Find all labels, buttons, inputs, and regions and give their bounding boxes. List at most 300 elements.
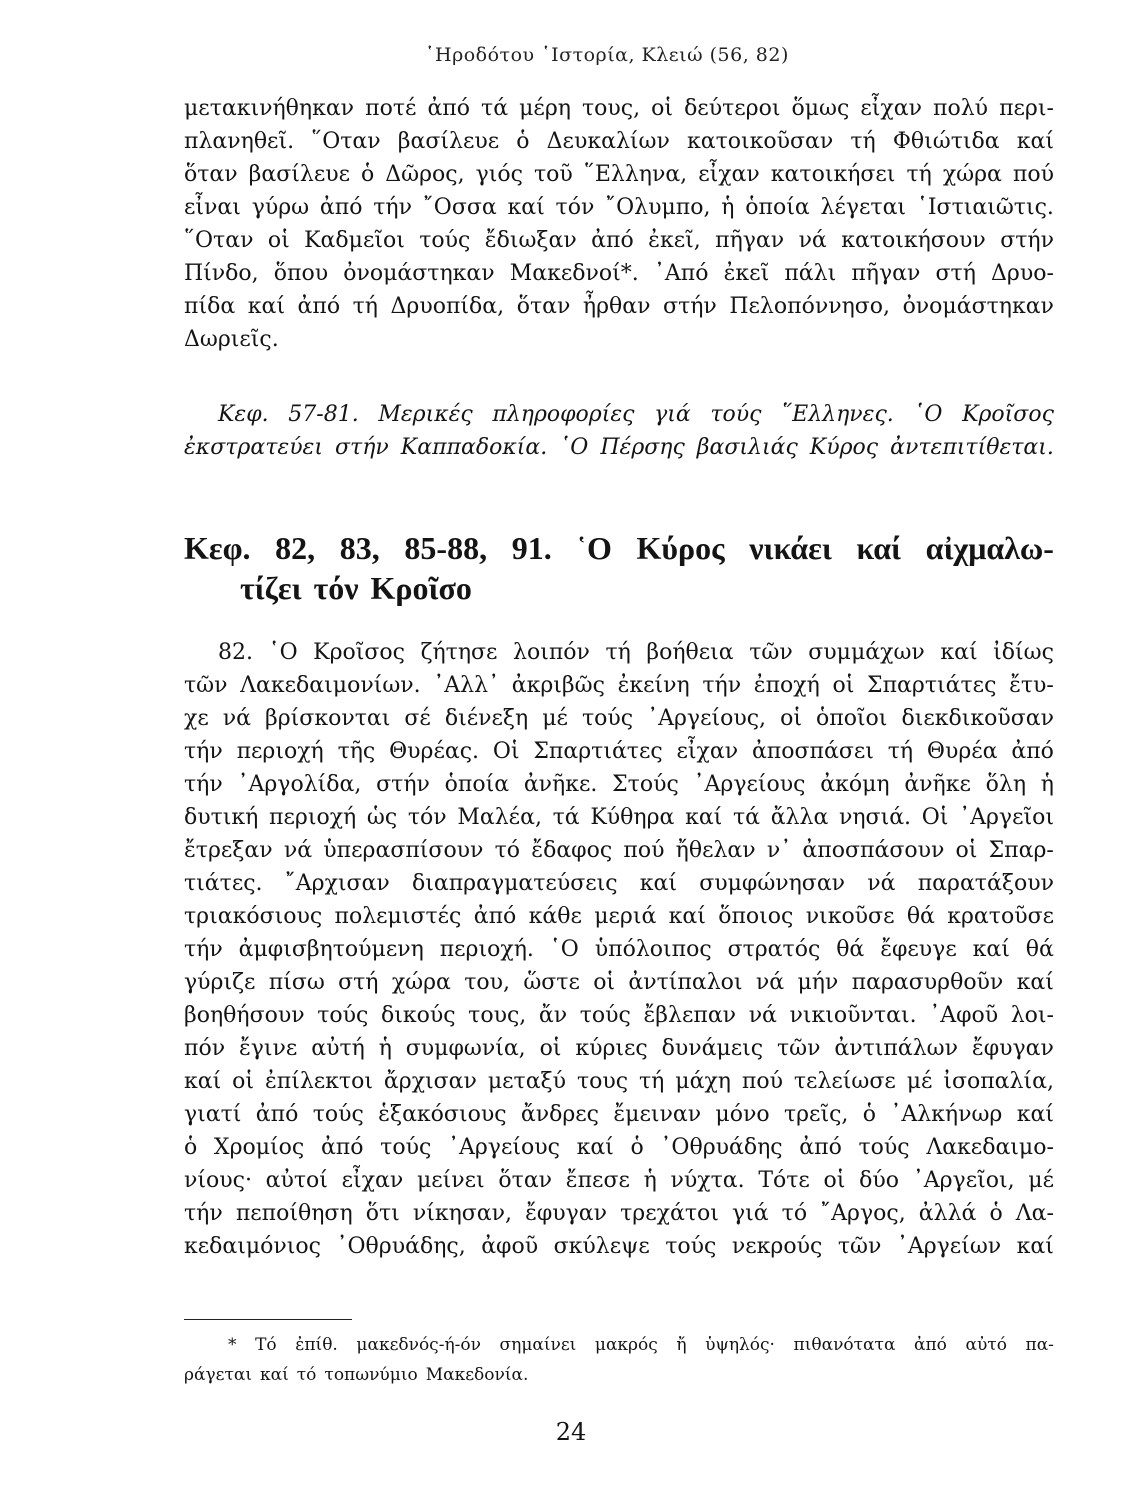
word: νά	[867, 871, 896, 896]
word: ᾿Οθρυάδης,	[336, 1234, 466, 1259]
word: καί	[507, 195, 545, 220]
word: πληροφορίες	[492, 402, 635, 427]
word: ἔτρεξαν	[184, 838, 273, 863]
word: τούς	[312, 1102, 364, 1127]
word: ᾿Αργεῖοι,	[912, 1168, 1015, 1193]
word: καί	[685, 805, 723, 830]
word: 85-88,	[404, 530, 488, 566]
word: τήν	[373, 195, 412, 220]
word: ἀποσπάσει	[751, 739, 874, 764]
word: νά	[755, 970, 785, 995]
word: κατοικήσουν	[841, 228, 986, 253]
word: ὁ	[989, 1201, 1003, 1226]
word: ἔγινε	[238, 1036, 298, 1061]
word: καί	[1016, 129, 1054, 154]
text-line	[184, 702, 1054, 735]
word: γιά	[654, 402, 691, 427]
word: Σπαρτιάτες	[533, 739, 663, 764]
word: ἀμφισβητούμενη	[238, 937, 424, 962]
word: τή	[639, 1069, 665, 1094]
word: κατοικήσει	[770, 162, 896, 187]
word: λοιπόν	[513, 640, 590, 665]
word: Κεφ.	[184, 530, 251, 566]
word: ὁ	[361, 162, 375, 187]
word: ἀπό	[255, 1102, 299, 1127]
word: Κεφ.	[218, 402, 269, 427]
word: νικοῦσε	[805, 904, 895, 929]
word: Πίνδο,	[184, 261, 259, 286]
word: πολύ	[933, 96, 989, 121]
text-line	[184, 1164, 1054, 1197]
text-line	[184, 1032, 1054, 1065]
word: τῶν	[777, 1036, 821, 1061]
word: τήν	[702, 673, 742, 698]
word: ᾿Από	[653, 261, 709, 286]
word: βασίλευε	[397, 129, 500, 154]
text-line	[184, 158, 1054, 191]
word: Θυρέα	[926, 739, 998, 764]
word: ἦρθαν	[582, 294, 651, 319]
word: Τότε	[758, 1168, 810, 1193]
text-line	[184, 867, 1054, 900]
word: ὥστε	[523, 970, 580, 995]
word: παρασυρθοῦν	[851, 970, 1004, 995]
word: ἀπό	[591, 228, 634, 253]
word: οἱ	[832, 673, 855, 698]
word: ῞Οταν	[184, 228, 254, 253]
word: αἰχμαλω-	[925, 530, 1054, 566]
word: τους,	[581, 96, 641, 121]
word: ὅποιος	[718, 904, 794, 929]
word: ἀντίπαλοι	[628, 970, 743, 995]
word: ζήτησε	[420, 640, 498, 665]
word: καί	[184, 1069, 222, 1094]
word: τό	[494, 838, 521, 863]
word: ἔδαφος	[531, 838, 613, 863]
word: καί	[1016, 970, 1054, 995]
word: χώρα	[942, 162, 1002, 187]
word: σημαίνει	[499, 1335, 577, 1355]
word: νικιοῦνται.	[789, 1003, 917, 1028]
word: ἐκστρατεύει	[184, 435, 323, 460]
word: Οἱ	[921, 805, 949, 830]
word: τήν	[184, 739, 223, 764]
word: ὑπερασπίσουν	[323, 838, 484, 863]
word: οἱ	[539, 1036, 562, 1061]
word: τά	[481, 96, 509, 121]
word: γιός	[475, 162, 523, 187]
word: τῶν	[837, 1234, 882, 1259]
word: ἐκεῖ	[723, 261, 770, 286]
word: τίζει	[240, 570, 302, 606]
word: καί	[1016, 1102, 1054, 1127]
word: ὁποῖοι	[815, 706, 888, 731]
word: ὀνομάστηκαν	[343, 261, 495, 286]
word: δεύτεροι	[684, 96, 781, 121]
word: καί	[1016, 1234, 1054, 1259]
word: τή	[605, 640, 631, 665]
word: Σπαρ-	[988, 838, 1054, 863]
word: Δῶρος,	[385, 162, 465, 187]
word: πολεμιστές	[334, 904, 462, 929]
word: τή	[906, 162, 932, 187]
word: ἀπό	[427, 96, 470, 121]
word: ἀκόμη	[820, 772, 890, 797]
word: τήν	[184, 1201, 223, 1226]
word: Φθιώτιδα	[892, 129, 1000, 154]
word: 82.	[218, 640, 253, 665]
word: ἔμειναν	[613, 1102, 702, 1127]
word: ράγεται	[184, 1365, 252, 1385]
word: βασίλευε	[248, 162, 351, 187]
word: στήν	[376, 772, 430, 797]
word: ὅταν	[498, 1168, 553, 1193]
word: περιοχή	[269, 805, 357, 830]
footnote	[184, 1330, 1054, 1390]
word: πίδα	[184, 294, 236, 319]
word: ὡς	[366, 805, 398, 830]
word: καί	[856, 530, 901, 566]
word: τόν	[555, 195, 595, 220]
word: στρατός	[727, 937, 821, 962]
word: ἐποχή	[753, 673, 820, 698]
word: ῎Αρχισαν	[284, 871, 390, 896]
word: ᾿Αργεῖοι	[959, 805, 1054, 830]
word: νησιά.	[839, 805, 912, 830]
word: καί	[576, 1135, 614, 1160]
word: ἄν	[538, 1003, 568, 1028]
word: πλανηθεῖ.	[184, 129, 295, 154]
word: ἀπό	[799, 1135, 842, 1160]
word: ὅταν	[184, 162, 238, 187]
word: καί	[940, 640, 978, 665]
text-line	[184, 933, 1054, 966]
word: πίσω	[268, 970, 325, 995]
word: καί	[668, 904, 706, 929]
word: ᾿Αλλ᾿	[433, 673, 500, 698]
word: καί	[972, 937, 1010, 962]
word: ὑπόλοιπος	[594, 937, 712, 962]
word: ᾿Αργείους	[447, 1135, 560, 1160]
text-line	[184, 191, 1054, 224]
word: πόν	[184, 1036, 226, 1061]
word: τούς	[858, 1135, 910, 1160]
word: τά	[732, 805, 761, 830]
word: μόνο	[715, 1102, 770, 1127]
word: κάθε	[528, 904, 582, 929]
word: βασιλιάς	[696, 435, 798, 460]
word: ὁποία	[745, 195, 810, 220]
word: ἤθελαν	[675, 838, 756, 863]
word: μέ	[906, 1069, 933, 1094]
word: κατοικοῦσαν	[686, 129, 834, 154]
word: ὅπου	[273, 261, 329, 286]
word: τά	[552, 805, 580, 830]
text-line	[184, 323, 1054, 356]
word: ὁποία	[444, 772, 510, 797]
word: ἰσοπαλία,	[943, 1069, 1054, 1094]
text-line	[184, 735, 1054, 768]
word: ἀντιπάλων	[834, 1036, 958, 1061]
word: τούς	[579, 1003, 631, 1028]
word: θά	[906, 904, 935, 929]
word: οἱ	[651, 96, 674, 121]
word: θά	[1025, 937, 1054, 962]
word: ἀπό	[473, 904, 517, 929]
word: οἱ	[232, 1069, 255, 1094]
word: γιατί	[184, 1102, 242, 1127]
word: διένεξη	[444, 706, 529, 731]
word: ἡ	[1040, 772, 1054, 797]
text-line	[184, 1098, 1054, 1131]
text-line	[184, 92, 1054, 125]
word: 83,	[339, 530, 380, 566]
word: οἱ	[780, 706, 802, 731]
word: αὐτό	[965, 1335, 1007, 1355]
word: ὀνομάστηκαν	[902, 294, 1054, 319]
word: Μακεδνοί*.	[509, 261, 639, 286]
word: τή	[850, 129, 876, 154]
word: ᾿Αργείων	[896, 1234, 1002, 1259]
word: οἱ	[267, 228, 290, 253]
word: μετακινήθηκαν	[184, 96, 355, 121]
word: ἀπό	[320, 1135, 364, 1160]
word: δικούς	[380, 1003, 456, 1028]
word: του,	[464, 970, 510, 995]
text-line	[184, 900, 1054, 933]
word: τή	[887, 739, 914, 764]
word: αὐτή	[311, 1036, 365, 1061]
word: ἔφυγαν	[971, 1036, 1054, 1061]
word: Μερικές	[378, 402, 473, 427]
word: νεκρούς	[731, 1234, 823, 1259]
word: ἤ	[676, 1335, 687, 1355]
word: ὅταν	[516, 294, 571, 319]
word: πῆγαν	[715, 228, 785, 253]
word: παρατάξουν	[917, 871, 1054, 896]
word: μεριά	[594, 904, 657, 929]
text-line	[184, 1230, 1054, 1263]
word: τό	[296, 1365, 317, 1385]
word: συμφωνία,	[405, 1036, 526, 1061]
word: τούς	[581, 706, 634, 731]
word: ἔβλεπαν	[643, 1003, 737, 1028]
word: καί	[639, 871, 678, 896]
text-line	[184, 801, 1054, 834]
word: τῆς	[337, 739, 376, 764]
word: διαπραγματεύσεις	[411, 871, 618, 896]
word: νύχτα.	[670, 1168, 745, 1193]
word: τούς	[380, 1135, 432, 1160]
word: ἀπό	[319, 195, 363, 220]
word: πιθανότατα	[793, 1335, 896, 1355]
word: ῾Ιστιαιῶτις.	[916, 195, 1054, 220]
word: ὁ	[184, 1135, 198, 1160]
word: Κύρος	[809, 435, 879, 460]
word: χώρα	[391, 970, 451, 995]
word: ῞Ελληνες.	[781, 402, 894, 427]
word: πῆγαν	[851, 261, 921, 286]
word: στήν	[1000, 228, 1054, 253]
word: τελείωσε	[793, 1069, 896, 1094]
word: πού	[741, 1069, 783, 1094]
word: τους	[576, 1069, 629, 1094]
word: τρεῖς,	[783, 1102, 849, 1127]
text-line	[184, 1131, 1054, 1164]
word: ἀπό	[914, 1335, 947, 1355]
word: ἐπίλεκτοι	[264, 1069, 373, 1094]
word: ἀνῆκε.	[523, 772, 598, 797]
word: Καδμεῖοι	[304, 228, 405, 253]
text-line	[184, 669, 1054, 702]
word: Λακεδαιμο-	[926, 1135, 1054, 1160]
word: συμφώνησαν	[699, 871, 846, 896]
word: νικάει	[749, 530, 832, 566]
word: ἔφυγαν	[525, 1201, 608, 1226]
word: ἐπίθ.	[295, 1335, 338, 1355]
word: ἑξακόσιους	[378, 1102, 507, 1127]
word: εἶχαν	[860, 96, 922, 121]
word: βρίσκονται	[265, 706, 391, 731]
word: Καππαδοκία.	[400, 435, 548, 460]
word: ν᾿	[766, 838, 792, 863]
word: ᾿Αργολίδα,	[237, 772, 362, 797]
word: ὅλη	[985, 772, 1027, 797]
word: εἶχαν	[341, 1168, 404, 1193]
word: ἡ	[643, 1168, 657, 1193]
word: τόν	[313, 570, 359, 606]
word: 82,	[275, 530, 316, 566]
word: εἶχαν	[676, 739, 739, 764]
word: Δρυοπίδα,	[390, 294, 505, 319]
word: νά	[748, 1003, 777, 1028]
word: νά	[283, 838, 313, 863]
word: 91.	[511, 530, 552, 566]
word: μέρη	[519, 96, 571, 121]
word: Τό	[255, 1335, 277, 1355]
word: ὁ	[862, 1102, 876, 1127]
word: ῾Ο	[913, 402, 943, 427]
word: Λα-	[1015, 1201, 1054, 1226]
word: αὐτοί	[265, 1168, 328, 1193]
word: τιάτες.	[184, 871, 263, 896]
word: τή	[352, 294, 378, 319]
running-head: ῾Ηροδότου ῾Ιστορία, Κλειώ (56, 82)	[425, 44, 789, 66]
word: Κροῖσος	[313, 640, 405, 665]
word: ἄρχισαν	[383, 1069, 477, 1094]
word: οἱ	[593, 970, 616, 995]
word: ἀποσπάσουν	[802, 838, 945, 863]
word: νά	[798, 228, 827, 253]
word: τούς	[419, 228, 471, 253]
word: μέ	[1028, 1168, 1054, 1193]
text-line	[184, 1197, 1054, 1230]
word: τριακόσιους	[184, 904, 323, 929]
word: ῾Ο	[268, 640, 298, 665]
word: Κροῖσος	[962, 402, 1054, 427]
word: περιοχή.	[439, 937, 534, 962]
word: τόν	[407, 805, 447, 830]
word: ἔπεσε	[565, 1168, 630, 1193]
word: ᾿Οθρυάδης	[660, 1135, 783, 1160]
word: στήν	[663, 294, 717, 319]
word: τούς	[317, 1003, 369, 1028]
section-heading	[184, 528, 1054, 608]
word: λοι-	[1010, 1003, 1054, 1028]
word: τῶν	[749, 640, 793, 665]
word: διεκδικοῦσαν	[901, 706, 1054, 731]
word: τρεχάτοι	[620, 1201, 719, 1226]
word: ῎Ολυμπο,	[605, 195, 711, 220]
word: ποτέ	[365, 96, 417, 121]
word: δύο	[859, 1168, 899, 1193]
word: νίους·	[184, 1168, 252, 1193]
word: ἄνδρες	[520, 1102, 599, 1127]
word: κεδαιμόνιος	[184, 1234, 321, 1259]
footnote-line	[184, 1330, 1054, 1360]
heading-line	[184, 528, 1054, 568]
word: ὅτι	[365, 1201, 400, 1226]
paragraph-block-2	[184, 636, 1054, 1263]
word: ἀπό	[1011, 739, 1054, 764]
word: ἐκεῖ,	[648, 228, 701, 253]
word: ἰδίως	[993, 640, 1054, 665]
word: τοῦ	[534, 162, 573, 187]
word: Οἱ	[492, 739, 520, 764]
word: *	[228, 1335, 237, 1355]
word: ὑψηλός·	[705, 1335, 775, 1355]
word: κύριες	[575, 1036, 648, 1061]
text-line	[184, 999, 1054, 1032]
word: πα-	[1025, 1335, 1054, 1355]
word: περι-	[999, 96, 1054, 121]
word: συμμάχων	[808, 640, 925, 665]
word: Θυρέας.	[389, 739, 480, 764]
word: καί	[260, 1365, 289, 1385]
word: μακρός	[594, 1335, 658, 1355]
word: τό	[781, 1201, 808, 1226]
word: ᾿Αφοῦ	[929, 1003, 999, 1028]
footnote-line	[184, 1360, 1054, 1390]
word: ῎Οσσα	[422, 195, 497, 220]
word: ῾Ο	[559, 435, 589, 460]
word: ἡ	[378, 1036, 392, 1061]
word: μακεδνός-ή-όν	[356, 1335, 481, 1355]
word: μεταξύ	[487, 1069, 567, 1094]
word: ᾿Αργείους,	[647, 706, 767, 731]
page-number: 24	[555, 1418, 587, 1446]
word: τοπωνύμιο	[324, 1365, 418, 1385]
footnote-rule	[184, 1319, 352, 1320]
text-line	[184, 636, 1054, 669]
word: ἄλλα	[770, 805, 829, 830]
word: ῾Ο	[549, 937, 579, 962]
word: ἀλλά	[918, 1201, 977, 1226]
word: χε	[184, 706, 209, 731]
word: τήν	[184, 772, 223, 797]
word: πού	[1012, 162, 1054, 187]
word: περιοχή	[236, 739, 324, 764]
word: στήν	[335, 435, 389, 460]
text-line	[184, 125, 1054, 158]
summary-line	[184, 431, 1054, 464]
word: κρατοῦσε	[947, 904, 1054, 929]
word: ἀπό	[297, 294, 341, 319]
word: ᾿Αλκήνωρ	[890, 1102, 1003, 1127]
word: Μακεδονία.	[425, 1365, 529, 1385]
word: Κύθηρα	[590, 805, 675, 830]
text-line	[184, 290, 1054, 323]
